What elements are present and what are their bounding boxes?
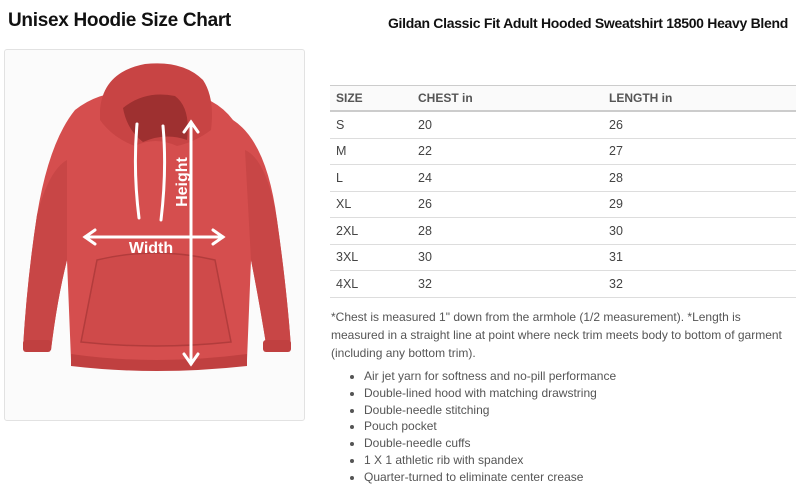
chest-cell: 28 — [412, 218, 603, 245]
column-header-chest: CHEST in — [412, 86, 603, 112]
chest-cell: 32 — [412, 271, 603, 298]
list-item: • Pouch pocket — [364, 418, 616, 435]
chest-cell: 26 — [412, 191, 603, 218]
product-title: Gildan Classic Fit Adult Hooded Sweatshirt 18500 Heavy Blend — [387, 15, 788, 31]
length-cell: 29 — [603, 191, 796, 218]
length-cell: 32 — [603, 271, 796, 298]
width-label: Width — [128, 240, 174, 257]
size-cell: XL — [330, 191, 412, 218]
table-row — [330, 138, 796, 165]
table-row — [330, 165, 796, 192]
chest-cell: 22 — [412, 138, 603, 165]
column-header-size: SIZE — [330, 86, 412, 112]
length-cell: 31 — [603, 244, 796, 271]
list-item: • Double-needle cuffs — [364, 435, 616, 452]
size-table — [330, 85, 796, 298]
size-cell: 4XL — [330, 271, 412, 298]
list-item: • 1 X 1 athletic rib with spandex — [364, 452, 616, 469]
column-header-length: LENGTH in — [603, 86, 796, 112]
table-header-row — [330, 86, 796, 112]
feature-list — [348, 368, 616, 486]
size-cell: L — [330, 165, 412, 192]
size-cell: 2XL — [330, 218, 412, 245]
list-item: • Double-lined hood with matching drawstring — [364, 385, 616, 402]
measurement-note: *Chest is measured 1" down from the armhole (1/2 measurement). *Length is measured in a straight line at point where neck trim meets body to bottom of garment (including any bottom trim). — [331, 310, 782, 360]
table-row — [330, 191, 796, 218]
size-cell: S — [330, 111, 412, 138]
hoodie-illustration — [5, 50, 304, 420]
length-cell: 27 — [603, 138, 796, 165]
size-cell: M — [330, 138, 412, 165]
table-row — [330, 111, 796, 138]
list-item: • Double-needle stitching — [364, 402, 616, 419]
length-cell: 28 — [603, 165, 796, 192]
height-label: Height — [174, 157, 191, 207]
list-item: • Quarter-turned to eliminate center crease — [364, 469, 616, 486]
table-row — [330, 271, 796, 298]
length-cell: 30 — [603, 218, 796, 245]
table-row — [330, 244, 796, 271]
list-item: • Air jet yarn for softness and no-pill performance — [364, 368, 616, 385]
chest-cell: 30 — [412, 244, 603, 271]
hoodie-image — [4, 49, 305, 421]
table-row — [330, 218, 796, 245]
chest-cell: 24 — [412, 165, 603, 192]
size-cell: 3XL — [330, 244, 412, 271]
chest-cell: 20 — [412, 111, 603, 138]
page-title: Unisex Hoodie Size Chart — [8, 10, 231, 31]
length-cell: 26 — [603, 111, 796, 138]
